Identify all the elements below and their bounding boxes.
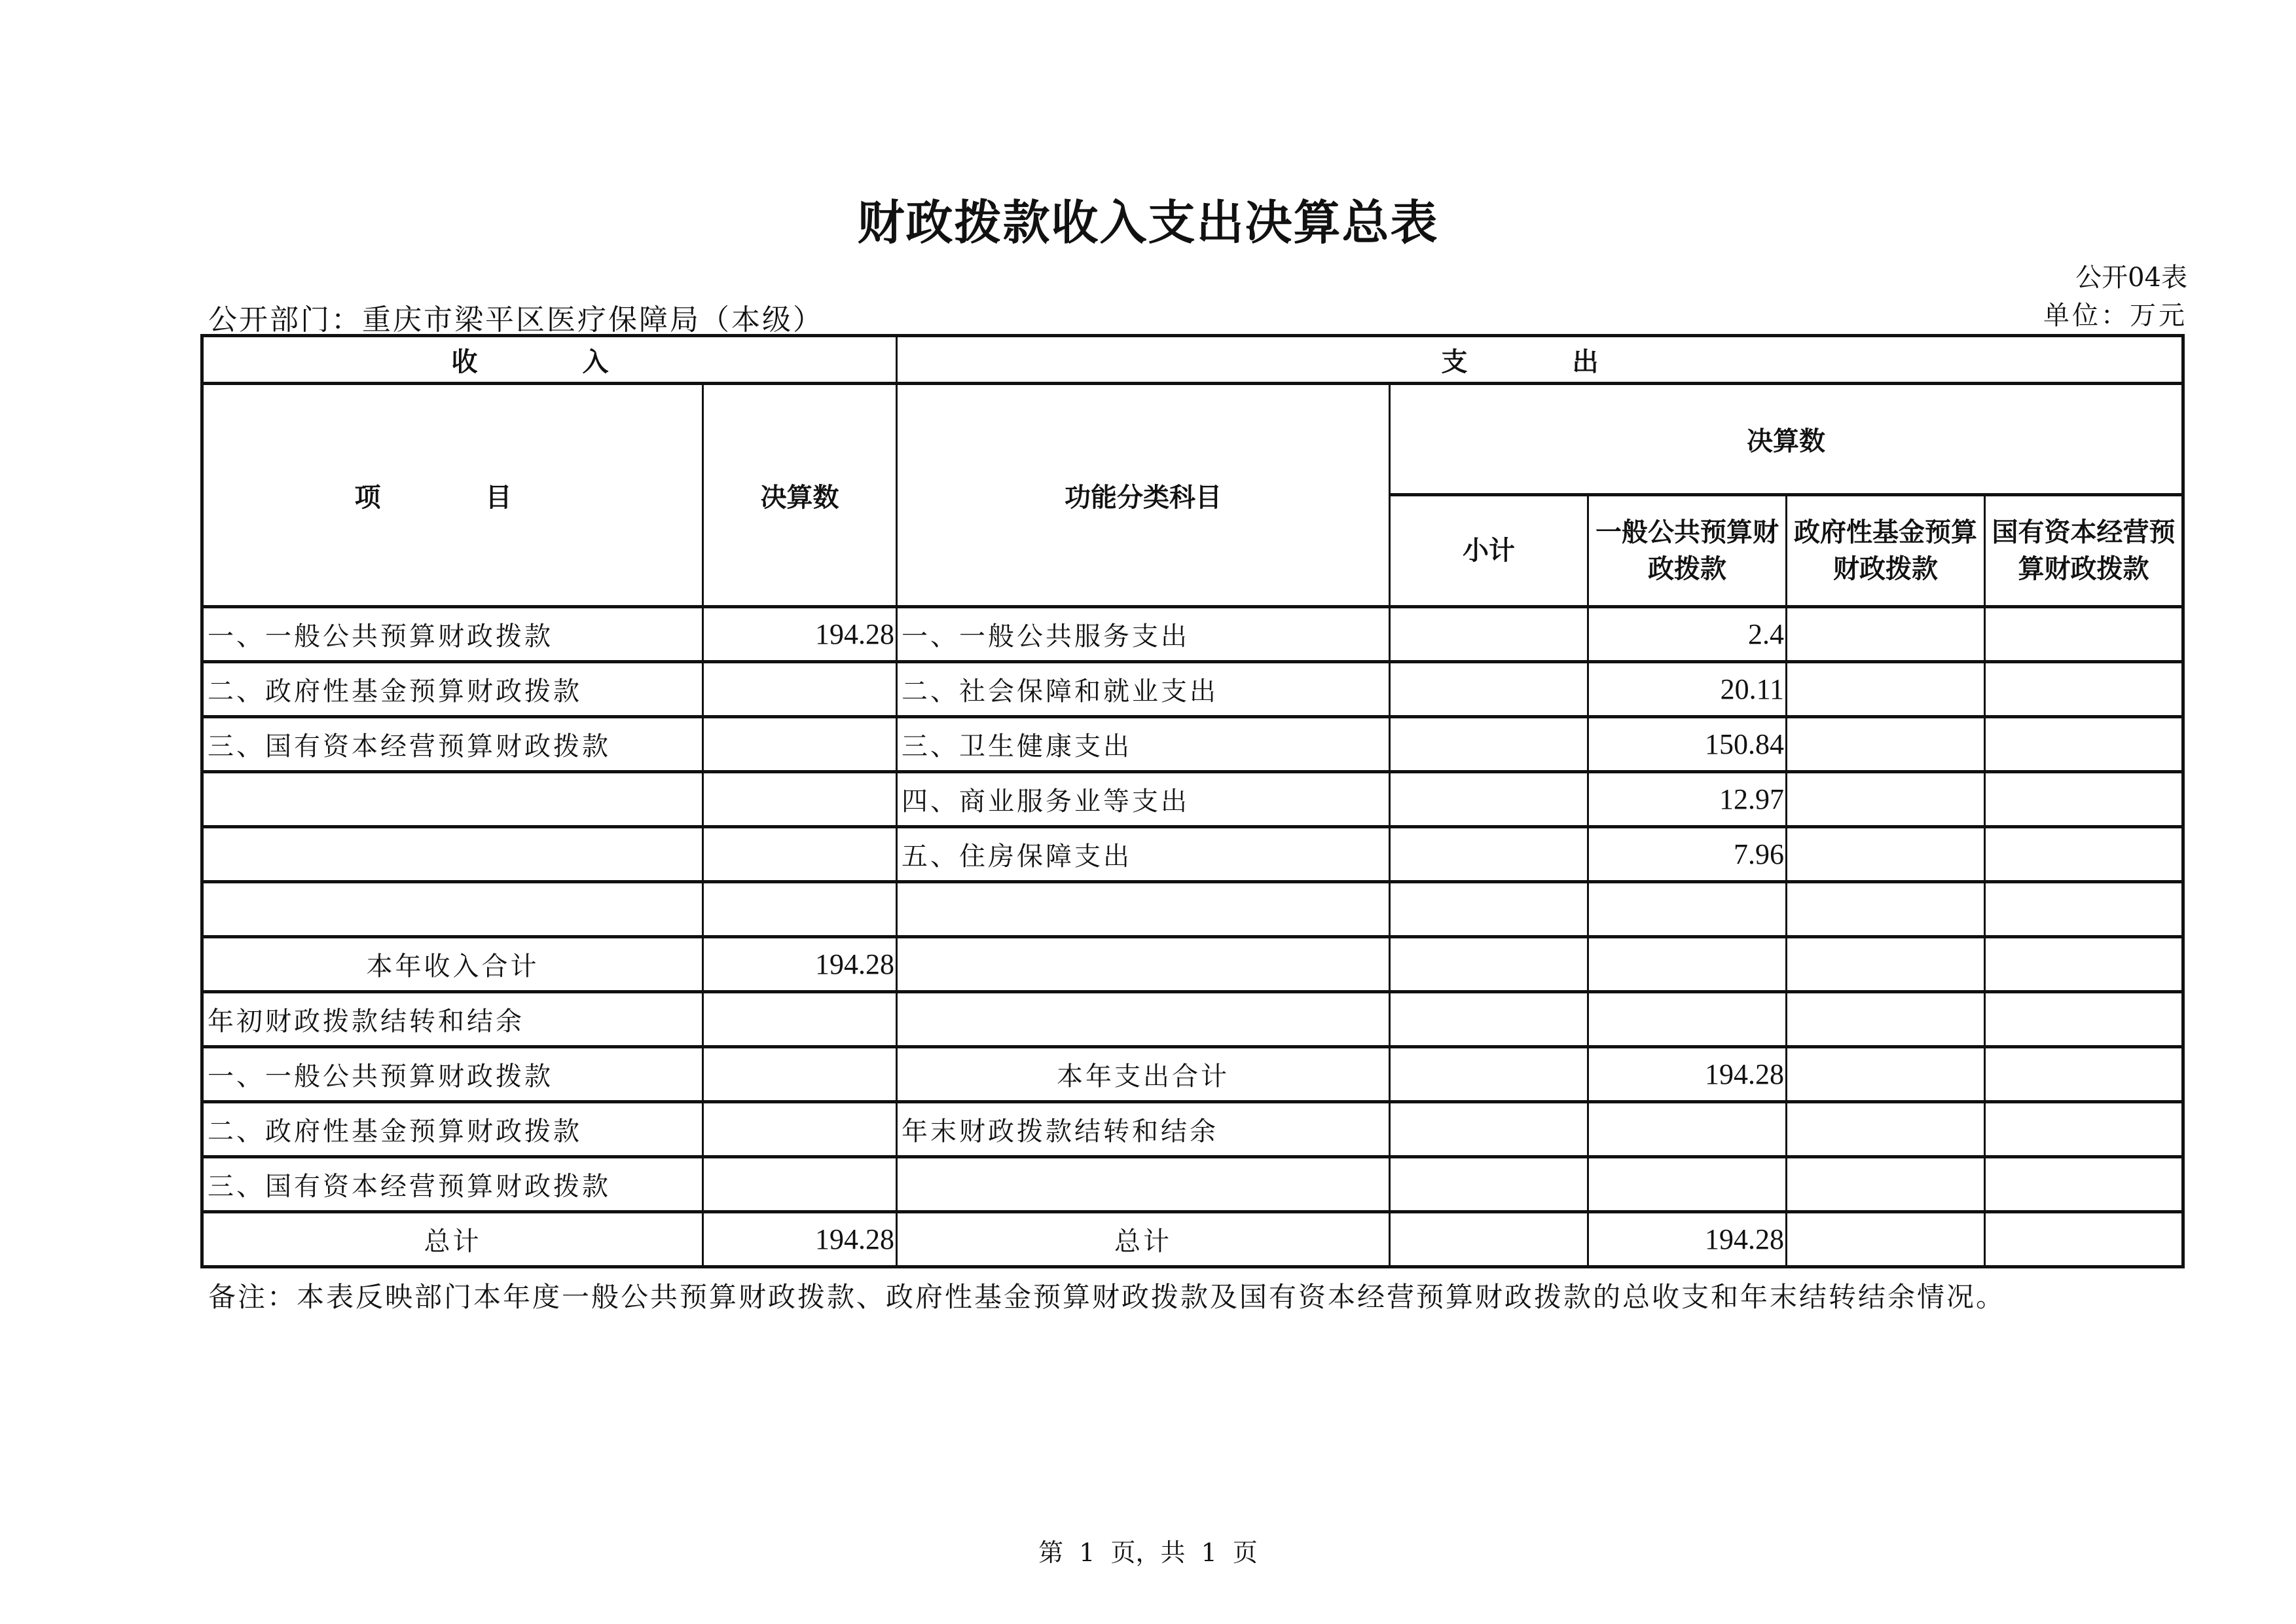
gov-fund-amount xyxy=(1787,1157,1985,1212)
expense-item xyxy=(897,937,1390,992)
gov-fund-amount xyxy=(1787,827,1985,882)
table-row xyxy=(202,662,2183,717)
income-amount xyxy=(703,1157,897,1212)
income-amount: 194.28 xyxy=(703,937,897,992)
general-public-amount: 150.84 xyxy=(1588,717,1787,772)
subtotal xyxy=(1390,1212,1588,1267)
expense-item xyxy=(897,1157,1390,1212)
income-item: 二、政府性基金预算财政拨款 xyxy=(202,662,703,717)
income-amount xyxy=(703,662,897,717)
general-public-amount: 20.11 xyxy=(1588,662,1787,717)
table-row xyxy=(202,772,2183,827)
subtotal xyxy=(1390,1047,1588,1102)
subtotal xyxy=(1390,882,1588,937)
header-expense: 支 出 xyxy=(897,336,2183,384)
table-row xyxy=(202,717,2183,772)
header-function-category: 功能分类科目 xyxy=(897,384,1390,607)
expense-item: 本年支出合计 xyxy=(897,1047,1390,1102)
table-row xyxy=(202,1102,2183,1157)
header-subtotal: 小计 xyxy=(1390,495,1588,607)
gov-fund-amount xyxy=(1787,662,1985,717)
state-capital-amount xyxy=(1985,662,2183,717)
expense-item: 三、卫生健康支出 xyxy=(897,717,1390,772)
state-capital-amount xyxy=(1985,937,2183,992)
income-item xyxy=(202,772,703,827)
gov-fund-amount xyxy=(1787,717,1985,772)
income-amount xyxy=(703,992,897,1047)
header-row-columns xyxy=(202,384,2183,495)
state-capital-amount xyxy=(1985,992,2183,1047)
general-public-amount: 2.4 xyxy=(1588,607,1787,662)
gov-fund-amount xyxy=(1787,937,1985,992)
header-income-amount: 决算数 xyxy=(703,384,897,607)
expense-item: 一、一般公共服务支出 xyxy=(897,607,1390,662)
income-amount: 194.28 xyxy=(703,607,897,662)
income-item: 二、政府性基金预算财政拨款 xyxy=(202,1102,703,1157)
income-item xyxy=(202,882,703,937)
table-row-income-total xyxy=(202,937,2183,992)
state-capital-amount xyxy=(1985,1157,2183,1212)
general-public-amount xyxy=(1588,992,1787,1047)
state-capital-amount xyxy=(1985,1102,2183,1157)
subtotal xyxy=(1390,607,1588,662)
subtotal xyxy=(1390,937,1588,992)
income-item xyxy=(202,827,703,882)
document-title: 财政拨款收入支出决算总表 xyxy=(857,194,1439,250)
header-general-public: 一般公共预算财政拨款 xyxy=(1588,495,1787,607)
subtotal xyxy=(1390,1157,1588,1212)
income-item: 总计 xyxy=(202,1212,703,1267)
expense-item xyxy=(897,992,1390,1047)
header-gov-fund: 政府性基金预算财政拨款 xyxy=(1787,495,1985,607)
table-row xyxy=(202,992,2183,1047)
subtotal xyxy=(1390,662,1588,717)
table-row xyxy=(202,607,2183,662)
income-amount: 194.28 xyxy=(703,1212,897,1267)
expense-item: 总计 xyxy=(897,1212,1390,1267)
state-capital-amount xyxy=(1985,1212,2183,1267)
header-item: 项 目 xyxy=(202,384,703,607)
department-label: 公开部门：重庆市梁平区医疗保障局（本级） xyxy=(208,303,824,337)
expense-item xyxy=(897,882,1390,937)
income-item: 一、一般公共预算财政拨款 xyxy=(202,607,703,662)
gov-fund-amount xyxy=(1787,607,1985,662)
state-capital-amount xyxy=(1985,827,2183,882)
subtotal xyxy=(1390,717,1588,772)
income-amount xyxy=(703,827,897,882)
income-amount xyxy=(703,1102,897,1157)
income-item: 一、一般公共预算财政拨款 xyxy=(202,1047,703,1102)
general-public-amount: 194.28 xyxy=(1588,1047,1787,1102)
gov-fund-amount xyxy=(1787,772,1985,827)
expense-item: 二、社会保障和就业支出 xyxy=(897,662,1390,717)
subtotal xyxy=(1390,1102,1588,1157)
form-code: 公开04表 xyxy=(2075,263,2187,293)
header-income: 收 入 xyxy=(202,336,897,384)
income-item: 本年收入合计 xyxy=(202,937,703,992)
expense-item: 五、住房保障支出 xyxy=(897,827,1390,882)
gov-fund-amount xyxy=(1787,1102,1985,1157)
income-item: 年初财政拨款结转和结余 xyxy=(202,992,703,1047)
fiscal-appropriation-table xyxy=(200,334,2185,1268)
general-public-amount: 12.97 xyxy=(1588,772,1787,827)
general-public-amount: 7.96 xyxy=(1588,827,1787,882)
income-amount xyxy=(703,772,897,827)
subtotal xyxy=(1390,827,1588,882)
gov-fund-amount xyxy=(1787,992,1985,1047)
general-public-amount xyxy=(1588,1157,1787,1212)
gov-fund-amount xyxy=(1787,1212,1985,1267)
unit-label: 单位：万元 xyxy=(2043,301,2187,331)
header-expense-amount: 决算数 xyxy=(1390,384,2183,495)
expense-item: 四、商业服务业等支出 xyxy=(897,772,1390,827)
table-row xyxy=(202,882,2183,937)
state-capital-amount xyxy=(1985,882,2183,937)
table-row xyxy=(202,1157,2183,1212)
income-item: 三、国有资本经营预算财政拨款 xyxy=(202,1157,703,1212)
general-public-amount xyxy=(1588,1102,1787,1157)
state-capital-amount xyxy=(1985,772,2183,827)
page-indicator: 第 1 页，共 1 页 xyxy=(1038,1538,1258,1567)
table-row-grand-total xyxy=(202,1212,2183,1267)
footnote: 备注：本表反映部门本年度一般公共预算财政拨款、政府性基金预算财政拨款及国有资本经营预算财政拨款的总收支和年末结转结余情况。 xyxy=(208,1281,2006,1313)
income-amount xyxy=(703,717,897,772)
subtotal xyxy=(1390,992,1588,1047)
gov-fund-amount xyxy=(1787,1047,1985,1102)
state-capital-amount xyxy=(1985,717,2183,772)
income-amount xyxy=(703,882,897,937)
state-capital-amount xyxy=(1985,607,2183,662)
income-amount xyxy=(703,1047,897,1102)
gov-fund-amount xyxy=(1787,882,1985,937)
general-public-amount xyxy=(1588,937,1787,992)
header-row-sections xyxy=(202,336,2183,384)
table-row-expense-total xyxy=(202,1047,2183,1102)
header-state-capital: 国有资本经营预算财政拨款 xyxy=(1985,495,2183,607)
income-item: 三、国有资本经营预算财政拨款 xyxy=(202,717,703,772)
general-public-amount: 194.28 xyxy=(1588,1212,1787,1267)
table-row xyxy=(202,827,2183,882)
state-capital-amount xyxy=(1985,1047,2183,1102)
subtotal xyxy=(1390,772,1588,827)
general-public-amount xyxy=(1588,882,1787,937)
expense-item: 年末财政拨款结转和结余 xyxy=(897,1102,1390,1157)
